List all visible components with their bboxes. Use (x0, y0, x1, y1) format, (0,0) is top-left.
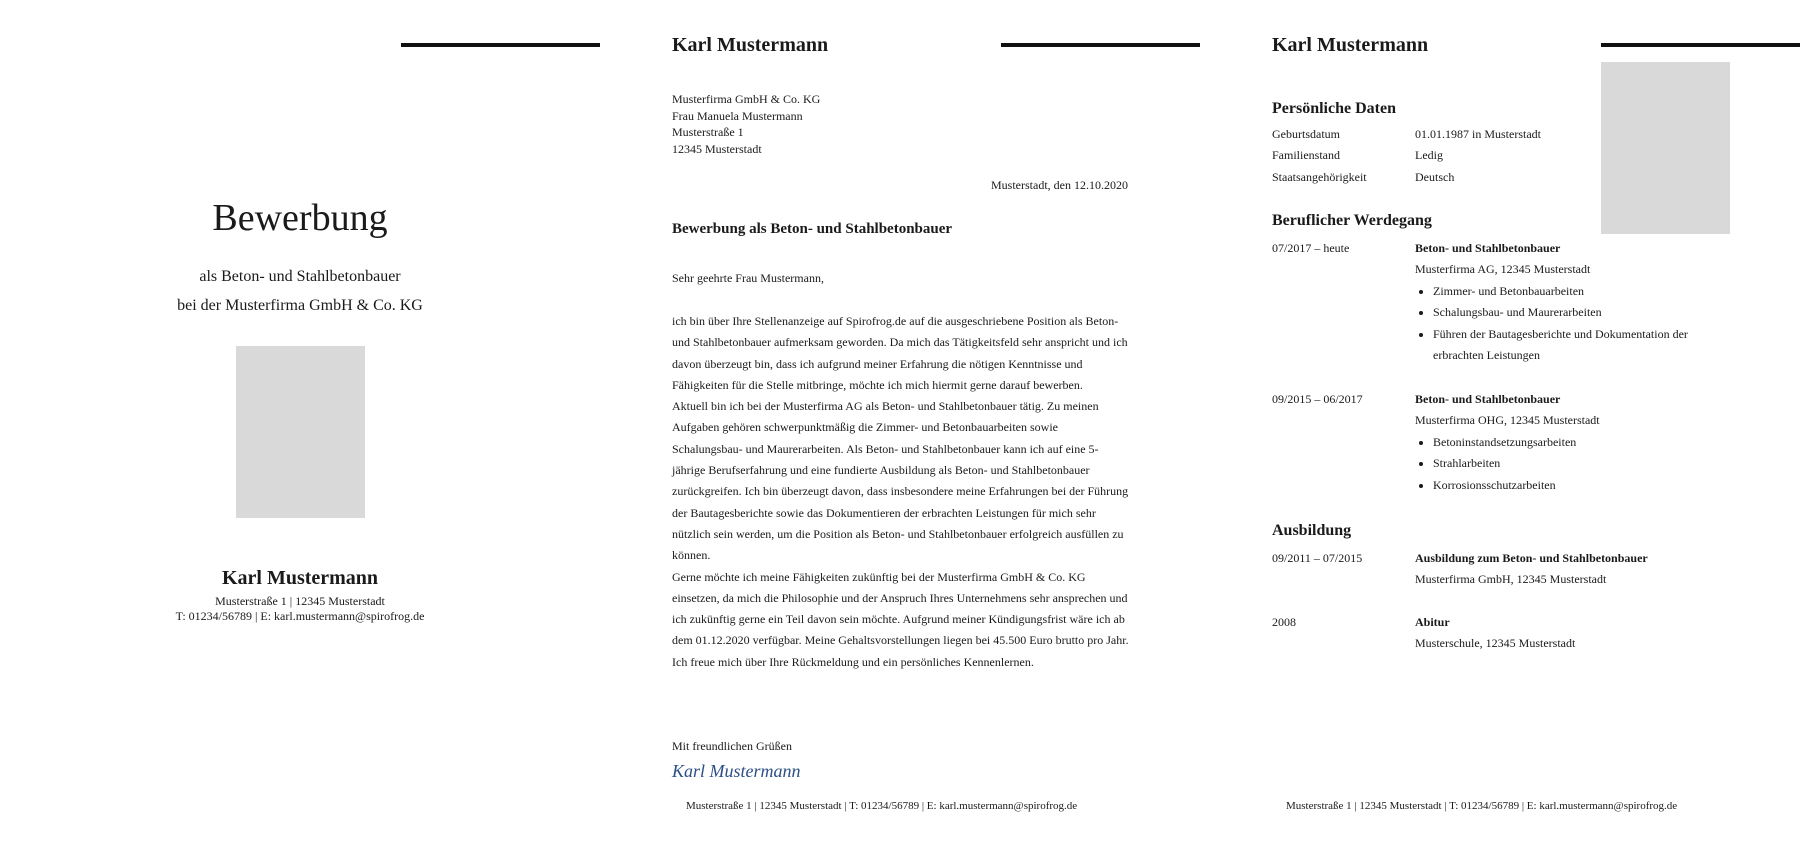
recipient-address (672, 91, 820, 157)
personal-value: Ledig (1415, 148, 1443, 163)
career-task: • Strahlarbeiten (1433, 453, 1732, 474)
personal-row (1272, 148, 1572, 169)
education-details (1415, 612, 1732, 655)
career-task: • Zimmer- und Betonbauarbeiten (1433, 281, 1732, 302)
letter-body (672, 311, 1130, 673)
personal-row (1272, 127, 1572, 148)
letter-paragraph: ich bin über Ihre Stellenanzeige auf Spirofrog.de auf die ausgeschriebene Position als Beton- und Stahlbetonbauer aufmerksam geworden. Da mich das Tätigkeitsfeld sehr anspricht und ich davon überzeugt bin, dass ich aufgrund meiner Erfahrung die nötigen Kenntnisse und Fähigkeiten für die Stelle mitbringe, möchte ich mich hiermit gerne darauf bewerben. (672, 314, 1128, 392)
career-task: • Führen der Bautagesberichte und Dokumentation der erbrachten Leistungen (1433, 324, 1732, 367)
cover-photo-placeholder (236, 346, 365, 518)
career-role: Beton- und Stahlbetonbauer (1415, 392, 1561, 406)
recipient-person: Frau Manuela Mustermann (672, 108, 803, 123)
letter-date: Musterstadt, den 12.10.2020 (991, 178, 1128, 192)
personal-value: 01.01.1987 in Musterstadt (1415, 127, 1541, 141)
education-period: 09/2011 – 07/2015 (1272, 551, 1363, 565)
career-details (1415, 238, 1732, 366)
career-task: • Schalungsbau- und Maurerarbeiten (1433, 302, 1732, 323)
cover-page (0, 0, 600, 848)
personal-label: Geburtsdatum (1272, 127, 1340, 141)
career-task: • Korrosionsschutzarbeiten (1433, 475, 1732, 496)
career-employer: Musterfirma OHG, 12345 Musterstadt (1415, 413, 1600, 428)
letter-paragraph: Gerne möchte ich meine Fähigkeiten zukünftig bei der Musterfirma GmbH & Co. KG einsetzen, da mich die Philosophie und der Anspruch Ihres Unternehmens sehr ansprechen und ich zukünftig gerne ein Teil davon sein möchte. Aufgrund meiner Kündigungsfrist wäre ich ab dem 01.12.2020 verfügbar. Meine Gehaltsvorstellungen liegen bei 45.500 Euro brutto pro Jahr. Ich freue mich über Ihre Rückmeldung und ein persönliches Kennenlernen. (672, 569, 1129, 669)
education-period: 2008 (1272, 615, 1296, 629)
letter-header-name: Karl Mustermann (672, 34, 829, 56)
education-heading: Ausbildung (1272, 522, 1352, 539)
recipient-street: Musterstraße 1 (672, 125, 744, 139)
education-details (1415, 548, 1732, 591)
letter-footer: Musterstraße 1 | 12345 Musterstadt | T: 01234/56789 | E: karl.mustermann@spirofrog.de (686, 800, 1078, 812)
personal-label: Staatsangehörigkeit (1272, 169, 1367, 184)
cover-title: Bewerbung (212, 197, 388, 239)
personal-data-heading: Persönliche Daten (1272, 100, 1396, 117)
cv-photo-placeholder (1601, 62, 1730, 234)
personal-row (1272, 170, 1572, 191)
cover-subtitle-line2: bei der Musterfirma GmbH & Co. KG (177, 297, 423, 314)
cover-contact-block (0, 594, 600, 624)
recipient-city: 12345 Musterstadt (672, 141, 762, 156)
recipient-company: Musterfirma GmbH & Co. KG (672, 92, 821, 106)
letter-paragraph: Aktuell bin ich bei der Musterfirma AG als Beton- und Stahlbetonbauer tätig. Zu meinen Aufgaben gehören schwerpunktmäßig die Zimmer- und Betonbauarbeiten sowie Schalungsbau- und Maurerarbeiten. Als Beton- und Stahlbetonbauer kann ich auf eine 5-jährige Berufserfahrung und eine fundierte Ausbildung als Beton- und Stahlbetonbauer zurückgreifen. Ich bin überzeugt davon, dass insbesondere meine Erfahrungen bei der Führung der Bautagesberichte sowie das Dokumentieren der erbrachten Leistungen für mich sehr nützlich sein werden, um die Position als Beton- und Stahlbetonbauer erfolgreich ausfüllen zu können. (672, 399, 1129, 563)
personal-data-table (1272, 127, 1572, 191)
cover-accent-line (401, 43, 600, 47)
education-place: Musterschule, 12345 Musterstadt (1415, 636, 1576, 651)
handwritten-signature: Karl Mustermann (672, 761, 801, 781)
cover-subtitle-line1: als Beton- und Stahlbetonbauer (199, 268, 401, 285)
personal-value: Deutsch (1415, 169, 1455, 184)
cover-address: Musterstraße 1 | 12345 Musterstadt (215, 594, 385, 608)
cv-header-name: Karl Mustermann (1272, 34, 1429, 56)
cover-applicant-name: Karl Mustermann (221, 567, 379, 589)
career-task: • Betoninstandsetzungsarbeiten (1433, 432, 1732, 453)
career-details (1415, 389, 1732, 496)
letter-subject: Bewerbung als Beton- und Stahlbetonbauer (672, 221, 953, 237)
cv-accent-line (1601, 43, 1800, 47)
letter-accent-line (1001, 43, 1200, 47)
career-heading: Beruflicher Werdegang (1272, 212, 1432, 229)
career-period: 09/2015 – 06/2017 (1272, 392, 1363, 406)
career-period: 07/2017 – heute (1272, 241, 1350, 255)
career-task-list (1415, 432, 1732, 496)
letter-salutation: Sehr geehrte Frau Mustermann, (672, 271, 824, 285)
career-task-list (1415, 281, 1732, 367)
cover-letter-page (600, 0, 1200, 848)
education-place: Musterfirma GmbH, 12345 Musterstadt (1415, 572, 1607, 587)
cover-subtitle (0, 262, 600, 320)
personal-label: Familienstand (1272, 148, 1340, 163)
letter-closing: Mit freundlichen Grüßen (672, 739, 792, 753)
cv-footer: Musterstraße 1 | 12345 Musterstadt | T: 01234/56789 | E: karl.mustermann@spirofrog.de (1286, 800, 1678, 812)
cover-phone-email: T: 01234/56789 | E: karl.mustermann@spirofrog.de (175, 609, 425, 623)
education-title: Abitur (1415, 615, 1450, 629)
cv-page (1200, 0, 1800, 848)
education-title: Ausbildung zum Beton- und Stahlbetonbauer (1415, 551, 1648, 565)
career-employer: Musterfirma AG, 12345 Musterstadt (1415, 262, 1591, 277)
career-role: Beton- und Stahlbetonbauer (1415, 241, 1561, 255)
